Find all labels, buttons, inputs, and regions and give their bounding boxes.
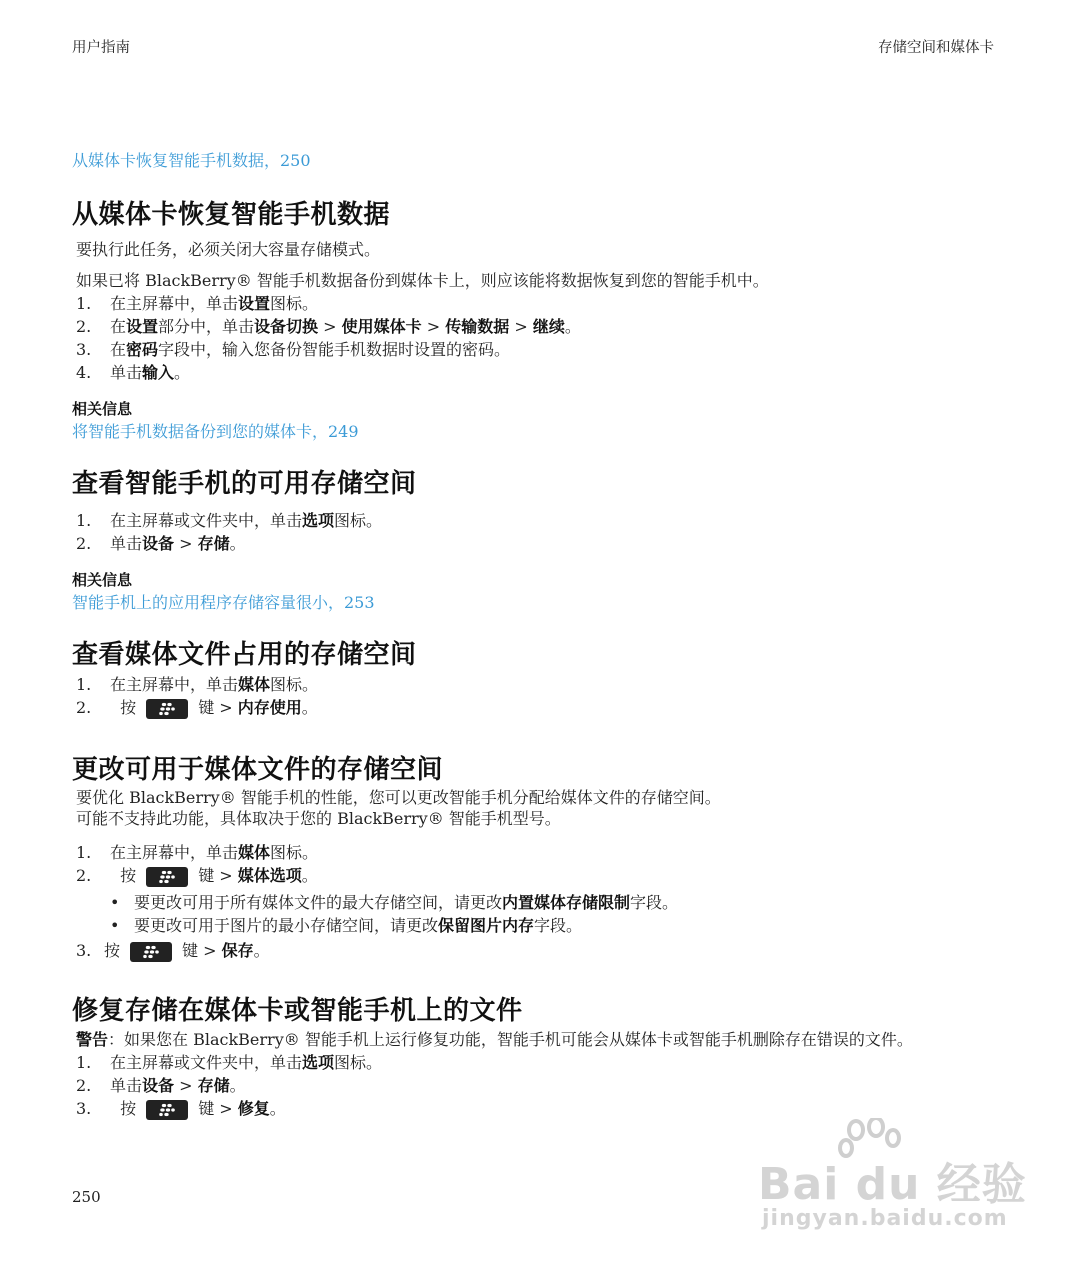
warning-text: ：如果您在 BlackBerry® 智能手机上运行修复功能，智能手机可能会从媒体卡或智能手机删除存在错误的文件。 [108,1030,913,1049]
blackberry-menu-key-icon [146,699,188,719]
step-number: 1. [76,294,92,313]
chevron-right-icon: > [198,941,222,960]
step-text: 键 [198,698,215,717]
section1-p1: 要执行此任务，必须关闭大容量存储模式。 [76,240,381,259]
s5-step-3 [76,1099,286,1120]
step-ui-term: 内存使用 [237,698,302,717]
step-number: 1. [76,843,92,862]
step-text: 要更改可用于图片的最小存储空间，请更改 [134,916,439,935]
step-number: 4. [76,363,92,382]
step-ui-term: 设备切换 [254,317,319,336]
step-text: 字段。 [534,916,583,935]
step-text: 单击 [110,1076,143,1095]
chevron-right-icon: > [421,317,446,336]
step-text: 。 [301,866,318,885]
step-number: 3. [76,1099,92,1118]
step-text: 。 [269,1099,286,1118]
step-number: 1. [76,1053,92,1072]
step-text: 按 [120,1099,137,1118]
step-ui-term: 设置 [238,294,271,313]
step-text: 要更改可用于所有媒体文件的最大存储空间，请更改 [134,893,503,912]
related-link[interactable]: 将智能手机数据备份到您的媒体卡，249 [72,422,359,441]
step-ui-term: 选项 [302,1053,335,1072]
s1-step-4 [76,363,190,383]
step-text: 。 [174,363,191,382]
step-ui-term: 密码 [126,340,159,359]
s1-step-1 [76,294,318,314]
step-text: 在主屏幕中，单击 [110,294,239,313]
blackberry-menu-key-icon [130,942,172,962]
step-text: 单击 [110,363,143,382]
toc-link[interactable]: 从媒体卡恢复智能手机数据，250 [72,151,311,170]
step-text: 按 [120,866,137,885]
section3-title: 查看媒体文件占用的存储空间 [72,640,417,670]
step-text: 在主屏幕中，单击 [110,675,239,694]
related-link[interactable]: 智能手机上的应用程序存储容量很小，253 [72,593,375,612]
chevron-right-icon: > [509,317,533,336]
header-right: 存储空间和媒体卡 [878,40,994,56]
step-number: 2. [76,317,92,336]
s4-bullet-1 [110,893,678,913]
watermark-logo: Bai du 经验 [758,1159,1027,1210]
step-ui-term: 继续 [532,317,565,336]
step-text: 。 [301,698,318,717]
chevron-right-icon: > [214,866,238,885]
step-text: 。 [564,317,581,336]
step-text: 按 [104,941,121,960]
s4-step-3 [76,941,270,962]
blackberry-menu-key-icon [146,1100,188,1120]
step-number: 2. [76,534,92,553]
section1-p2: 如果已将 BlackBerry® 智能手机数据备份到媒体卡上，则应该能将数据恢复到您的智能手机中。 [76,271,769,290]
chevron-right-icon: > [318,317,342,336]
step-ui-term: 保存 [221,941,254,960]
step-number: 3. [76,941,92,960]
step-text: 键 [198,1099,215,1118]
step-text: 图标。 [334,1053,383,1072]
step-number: 2. [76,866,92,885]
warning [76,1030,913,1050]
bullet-icon: • [110,893,120,912]
watermark-url: jingyan.baidu.com [762,1206,1008,1231]
step-number: 2. [76,698,92,717]
step-ui-term: 输入 [142,363,175,382]
s1-step-2 [76,317,581,337]
header-left: 用户指南 [72,40,130,56]
chevron-right-icon: > [214,698,238,717]
s3-step-2 [76,698,318,719]
step-number: 1. [76,675,92,694]
step-text: 。 [229,534,246,553]
step-text: 图标。 [270,294,319,313]
step-text: 在主屏幕或文件夹中，单击 [110,511,303,530]
chevron-right-icon: > [174,534,198,553]
warning-label: 警告 [76,1030,109,1049]
section5-title: 修复存储在媒体卡或智能手机上的文件 [72,996,523,1026]
related-info-label: 相关信息 [72,571,133,589]
chevron-right-icon: > [174,1076,198,1095]
step-ui-term: 修复 [237,1099,270,1118]
step-text: 图标。 [270,675,319,694]
step-number: 1. [76,511,92,530]
related-info-label: 相关信息 [72,400,133,418]
bullet-icon: • [110,916,120,935]
step-text: 单击 [110,534,143,553]
step-text: 在主屏幕中，单击 [110,843,239,862]
step-text: 字段。 [630,893,679,912]
step-ui-term: 设备 [142,1076,175,1095]
step-ui-term: 保留图片内存 [438,916,535,935]
step-ui-term: 设备 [142,534,175,553]
s4-step-2 [76,866,318,887]
step-text: 按 [120,698,137,717]
step-text: 键 [182,941,199,960]
step-text: 图标。 [334,511,383,530]
s2-step-1 [76,511,382,531]
s5-step-2 [76,1076,246,1096]
chevron-right-icon: > [214,1099,238,1118]
step-ui-term: 存储 [197,1076,230,1095]
step-text: 键 [198,866,215,885]
section2-title: 查看智能手机的可用存储空间 [72,469,417,499]
section4-title: 更改可用于媒体文件的存储空间 [72,755,444,785]
step-ui-term: 媒体选项 [237,866,302,885]
step-text: 在 [110,317,127,336]
step-text: 在 [110,340,127,359]
step-ui-term: 内置媒体存储限制 [502,893,631,912]
s2-step-2 [76,534,246,554]
step-text: 。 [229,1076,246,1095]
step-ui-term: 使用媒体卡 [341,317,422,336]
page-number: 250 [72,1188,101,1206]
s4-bullet-2 [110,916,582,936]
section4-p1: 要优化 BlackBerry® 智能手机的性能，您可以更改智能手机分配给媒体文件的存储空间。 [76,788,721,807]
s5-step-1 [76,1053,382,1073]
step-number: 2. [76,1076,92,1095]
s4-step-1 [76,843,318,863]
section1-title: 从媒体卡恢复智能手机数据 [72,200,391,230]
step-ui-term: 设置 [126,317,159,336]
step-ui-term: 传输数据 [445,317,510,336]
step-ui-term: 媒体 [238,675,271,694]
s1-step-3 [76,340,510,360]
step-number: 3. [76,340,92,359]
section4-p2: 可能不支持此功能，具体取决于您的 BlackBerry® 智能手机型号。 [76,809,561,828]
step-text: 部分中，单击 [158,317,255,336]
step-text: 在主屏幕或文件夹中，单击 [110,1053,303,1072]
step-ui-term: 媒体 [238,843,271,862]
s3-step-1 [76,675,318,695]
step-text: 字段中，输入您备份智能手机数据时设置的密码。 [158,340,511,359]
step-text: 图标。 [270,843,319,862]
step-ui-term: 选项 [302,511,335,530]
step-ui-term: 存储 [197,534,230,553]
step-text: 。 [253,941,270,960]
blackberry-menu-key-icon [146,867,188,887]
